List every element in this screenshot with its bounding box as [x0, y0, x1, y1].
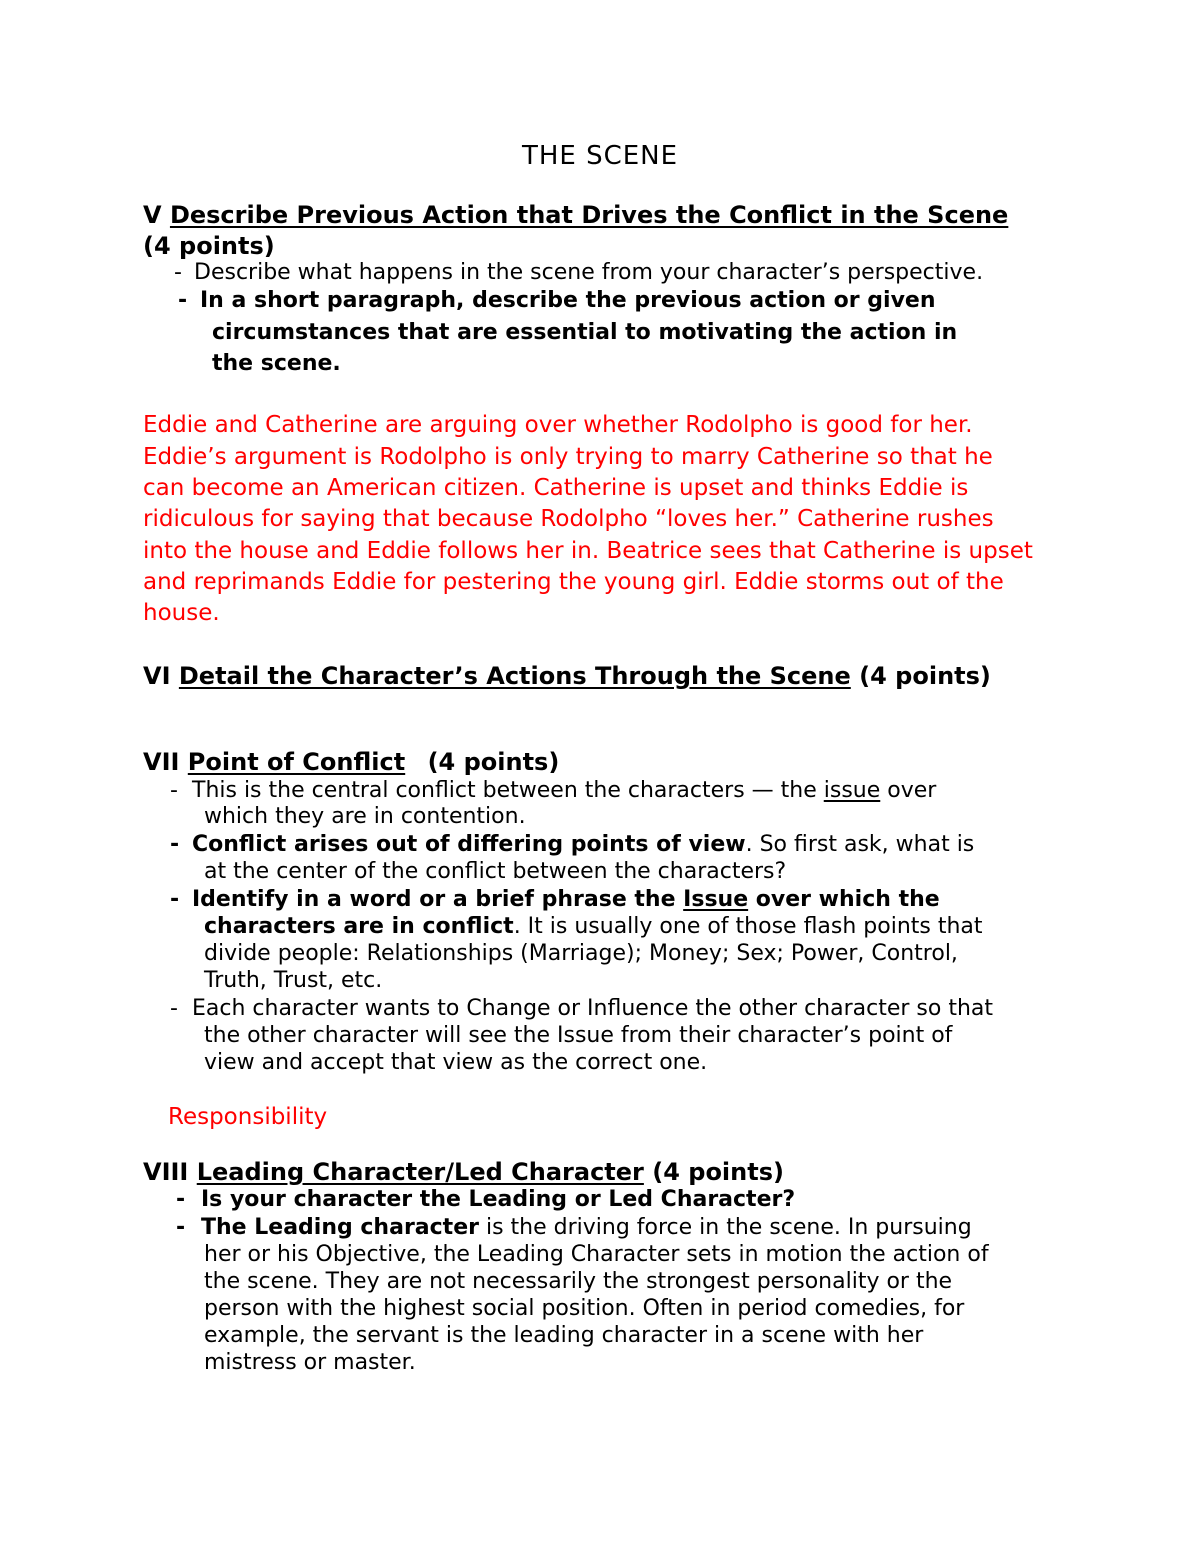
section-points: (4 points): [652, 1158, 784, 1186]
section-title: Detail the Character’s Actions Through the Scene: [178, 662, 851, 690]
section-8-bullet-1: Is your character the Leading or Led Character?: [201, 1187, 796, 1212]
bullet-dash: -: [170, 887, 180, 912]
text-run: over: [880, 778, 937, 803]
section-5-bullet-1: Describe what happens in the scene from your character’s perspective.: [194, 260, 984, 285]
answer-paragraph-line: can become an American citizen. Catherine is upset and thinks Eddie is: [143, 475, 969, 501]
section-number: VII: [143, 748, 180, 776]
issue-word: issue: [823, 778, 881, 803]
section-7-bullet-3-line-2: [204, 913, 983, 940]
text-run-bold: The Leading character: [201, 1215, 479, 1240]
section-7-bullet-2-line-2: at the center of the conflict between the characters?: [204, 859, 787, 884]
answer-issue: Responsibility: [168, 1104, 328, 1130]
section-7-bullet-4-line-2: the other character will see the Issue from their character’s point of: [204, 1023, 953, 1048]
bullet-dash: -: [178, 288, 188, 313]
section-number: VIII: [143, 1158, 189, 1186]
section-8-bullet-2-line-5: example, the servant is the leading character in a scene with her: [204, 1323, 924, 1348]
text-run: is the driving force in the scene. In pursuing: [478, 1215, 972, 1240]
section-5-bullet-2-line-1: In a short paragraph, describe the previous action or given: [200, 288, 936, 313]
answer-paragraph-line: into the house and Eddie follows her in. Beatrice sees that Catherine is upset: [143, 538, 1033, 564]
section-points: (4 points): [859, 662, 991, 690]
section-7-bullet-1-line-1: [192, 777, 936, 804]
section-number: VI: [143, 662, 171, 690]
section-title: Leading Character/Led Character: [196, 1158, 644, 1186]
section-7-bullet-3-line-1: [192, 886, 940, 913]
section-7-bullet-2-line-1: [192, 831, 974, 858]
section-title: Describe Previous Action that Drives the Conflict in the Scene: [169, 201, 1009, 229]
section-8-bullet-2-line-1: [201, 1214, 972, 1241]
section-7-bullet-3-line-4: Truth, Trust, etc.: [204, 968, 383, 993]
section-8-bullet-2-line-3: the scene. They are not necessarily the strongest personality or the: [204, 1269, 953, 1294]
bullet-dash: -: [170, 832, 180, 857]
bullet-dash: -: [170, 778, 178, 803]
text-run: . It is usually one of those flash points that: [513, 914, 983, 939]
bullet-dash: -: [174, 260, 182, 285]
section-7-bullet-4-line-3: view and accept that view as the correct one.: [204, 1050, 708, 1075]
bullet-dash: -: [176, 1215, 186, 1240]
section-5-heading: [143, 200, 1008, 231]
section-title: Point of Conflict: [187, 748, 406, 776]
section-8-bullet-2-line-2: her or his Objective, the Leading Character sets in motion the action of: [204, 1242, 989, 1267]
text-run: . So first ask, what is: [745, 832, 975, 857]
section-5-points: (4 points): [143, 232, 275, 260]
answer-paragraph-line: Eddie’s argument is Rodolpho is only trying to marry Catherine so that he: [143, 444, 993, 470]
section-points: (4 points): [427, 748, 560, 776]
section-number: V: [143, 201, 162, 229]
section-6-heading: [143, 661, 991, 692]
bullet-dash: -: [176, 1187, 186, 1212]
section-5-bullet-2-line-2: circumstances that are essential to motivating the action in: [212, 320, 958, 345]
page-title: THE SCENE: [521, 141, 679, 171]
section-8-heading: [143, 1157, 784, 1188]
text-run: over which the: [748, 887, 940, 912]
text-run: Identify in a word or a brief phrase the: [192, 887, 684, 912]
text-run-bold: Conflict arises out of differing points of view: [192, 832, 746, 857]
answer-paragraph-line: Eddie and Catherine are arguing over whether Rodolpho is good for her.: [143, 412, 973, 438]
section-7-bullet-3-line-3: divide people: Relationships (Marriage); Money; Sex; Power, Control,: [204, 941, 958, 966]
answer-paragraph-line: and reprimands Eddie for pestering the young girl. Eddie storms out of the: [143, 569, 1004, 595]
section-7-bullet-4-line-1: Each character wants to Change or Influence the other character so that: [192, 996, 994, 1021]
issue-word: Issue: [683, 887, 749, 912]
text-run: This is the central conflict between the characters — the: [192, 778, 824, 803]
section-7-bullet-1-line-2: which they are in contention.: [204, 804, 526, 829]
bullet-dash: -: [170, 996, 178, 1021]
section-5-bullet-2-line-3: the scene.: [212, 351, 341, 376]
section-8-bullet-2-line-4: person with the highest social position. Often in period comedies, for: [204, 1296, 965, 1321]
answer-paragraph-line: house.: [143, 600, 220, 626]
section-8-bullet-2-line-6: mistress or master.: [204, 1350, 416, 1375]
section-7-heading: [143, 747, 559, 778]
text-run-bold: characters are in conflict: [204, 914, 514, 939]
answer-paragraph-line: ridiculous for saying that because Rodolpho “loves her.” Catherine rushes: [143, 506, 994, 532]
